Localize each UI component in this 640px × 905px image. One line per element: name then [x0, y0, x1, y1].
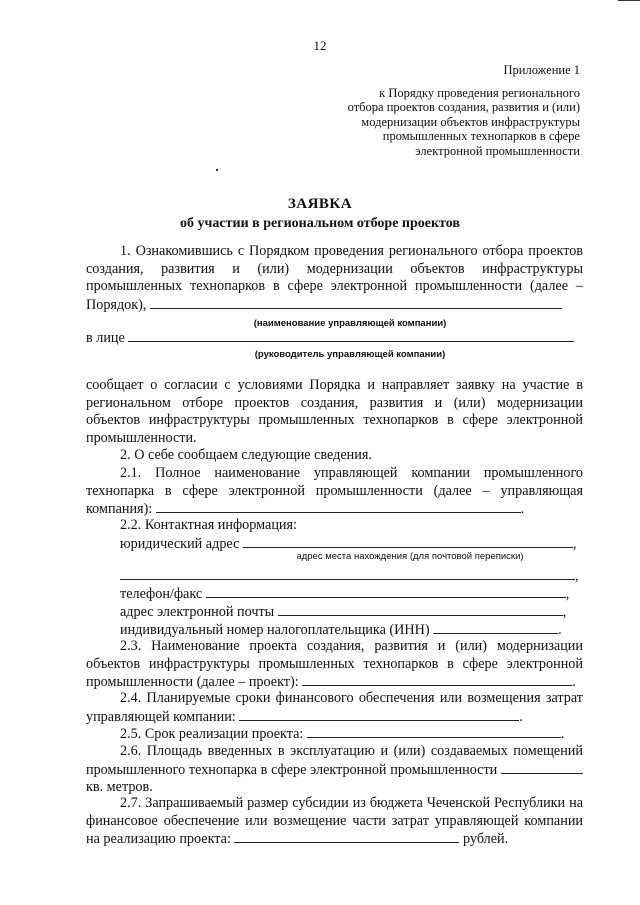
- financing-dates-field[interactable]: [239, 708, 519, 721]
- item-2-6-unit: кв. метров.: [86, 779, 153, 796]
- punct: .: [558, 622, 562, 638]
- punct: .: [560, 726, 565, 742]
- appendix-line: отбора проектов создания, развития и (или): [347, 100, 580, 114]
- head-name-field[interactable]: [128, 329, 574, 342]
- postal-address-caption: адрес места нахождения (для почтовой переписки): [296, 551, 524, 562]
- item-2-5-text: 2.5. Срок реализации проекта:: [120, 726, 304, 742]
- item-2-1: [86, 465, 583, 519]
- full-company-name-field[interactable]: [156, 500, 521, 513]
- item-2-4: [86, 690, 583, 726]
- phone-row: [120, 585, 583, 604]
- subsidy-amount-field[interactable]: [234, 830, 459, 843]
- head-caption: (руководитель управляющей компании): [254, 349, 446, 360]
- scan-dot: [216, 169, 218, 171]
- item-2-5-row: [120, 725, 583, 744]
- project-term-field[interactable]: [307, 725, 561, 738]
- item-2-6-text: 2.6. Площадь введенных в эксплуатацию и (или) создаваемых помещений промышленного технопарка в сфере электронной промышленности: [86, 743, 583, 778]
- punct: .: [572, 674, 576, 691]
- inn-row: [120, 621, 583, 640]
- postal-address-field[interactable]: [120, 567, 575, 580]
- appendix-block: [250, 63, 580, 158]
- document-title: ЗАЯВКА: [287, 196, 353, 212]
- appendix-line: электронной промышленности: [415, 143, 580, 158]
- item-2-7-unit: рублей.: [463, 831, 509, 848]
- company-name-field[interactable]: [150, 296, 562, 309]
- postal-address-row: [120, 567, 583, 586]
- item-2-1-text: 2.1. Полное наименование управляющей компании промышленного технопарка в сфере электронной промышленности (далее – управляющая компания):: [86, 465, 583, 518]
- company-name-caption: (наименование управляющей компании): [253, 318, 447, 329]
- document-subtitle: об участии в региональном отборе проектов: [180, 216, 460, 231]
- email-field[interactable]: [278, 603, 563, 616]
- appendix-line: модернизации объектов инфраструктуры: [361, 114, 580, 129]
- phone-field[interactable]: [206, 585, 566, 598]
- punct: ,: [572, 536, 577, 552]
- legal-address-label: юридический адрес: [120, 536, 240, 552]
- punct: ,: [565, 586, 570, 602]
- punct: .: [519, 708, 523, 725]
- phone-label: телефон/факс: [120, 586, 203, 602]
- section2-intro: 2. О себе сообщаем следующие сведения.: [120, 447, 372, 463]
- section1-text: 1. Ознакомившись с Порядком проведения регионального отбора проектов создания, развития и (или) модернизации объектов инфраструктуры промышленных технопарков в сфере электронной промышленности (далее – Порядок),: [86, 243, 583, 313]
- punct: ,: [575, 568, 579, 584]
- item-2-6: [86, 743, 583, 797]
- appendix-line: промышленных технопарков в сфере: [382, 129, 580, 143]
- appendix-title: Приложение 1: [503, 63, 580, 77]
- consent-paragraph: сообщает о согласии с условиями Порядка и направляет заявку на участие в региональном отборе проектов создания, развития и (или) модернизации объектов инфраструктуры промышленных технопарков в сфере электронной промышленности.: [86, 377, 583, 446]
- appendix-line: к Порядку проведения регионального: [379, 85, 580, 100]
- area-field[interactable]: [501, 761, 583, 774]
- punct: .: [520, 501, 525, 518]
- item-2-3: [86, 638, 583, 692]
- item-2-4-text: 2.4. Планируемые сроки финансового обеспечения или возмещения затрат управляющей компании:: [86, 690, 583, 725]
- email-row: [120, 603, 583, 622]
- section1-paragraph: [86, 243, 583, 314]
- in-person-row: [86, 329, 583, 348]
- in-person-label: в лице: [86, 330, 125, 346]
- item-2-7-text: 2.7. Запрашиваемый размер субсидии из бюджета Чеченской Республики на финансовое обеспечение или возмещение части затрат управляющей компании на реализацию проекта:: [86, 795, 583, 848]
- email-label: адрес электронной почты: [120, 604, 275, 620]
- page-number: 12: [313, 38, 327, 53]
- item-2-2: 2.2. Контактная информация:: [120, 517, 297, 533]
- punct: ,: [562, 604, 567, 620]
- page-corner-mark: [618, 0, 640, 4]
- inn-label: индивидуальный номер налогоплательщика (ИНН): [120, 622, 430, 638]
- inn-field[interactable]: [433, 621, 558, 634]
- item-2-7: [86, 795, 583, 849]
- item-2-3-text: 2.3. Наименование проекта создания, развития и (или) модернизации объектов инфраструктуры промышленных технопарков в сфере электронной промышленности (далее – проект):: [86, 638, 583, 691]
- legal-address-field[interactable]: [243, 535, 573, 548]
- project-name-field[interactable]: [302, 673, 572, 686]
